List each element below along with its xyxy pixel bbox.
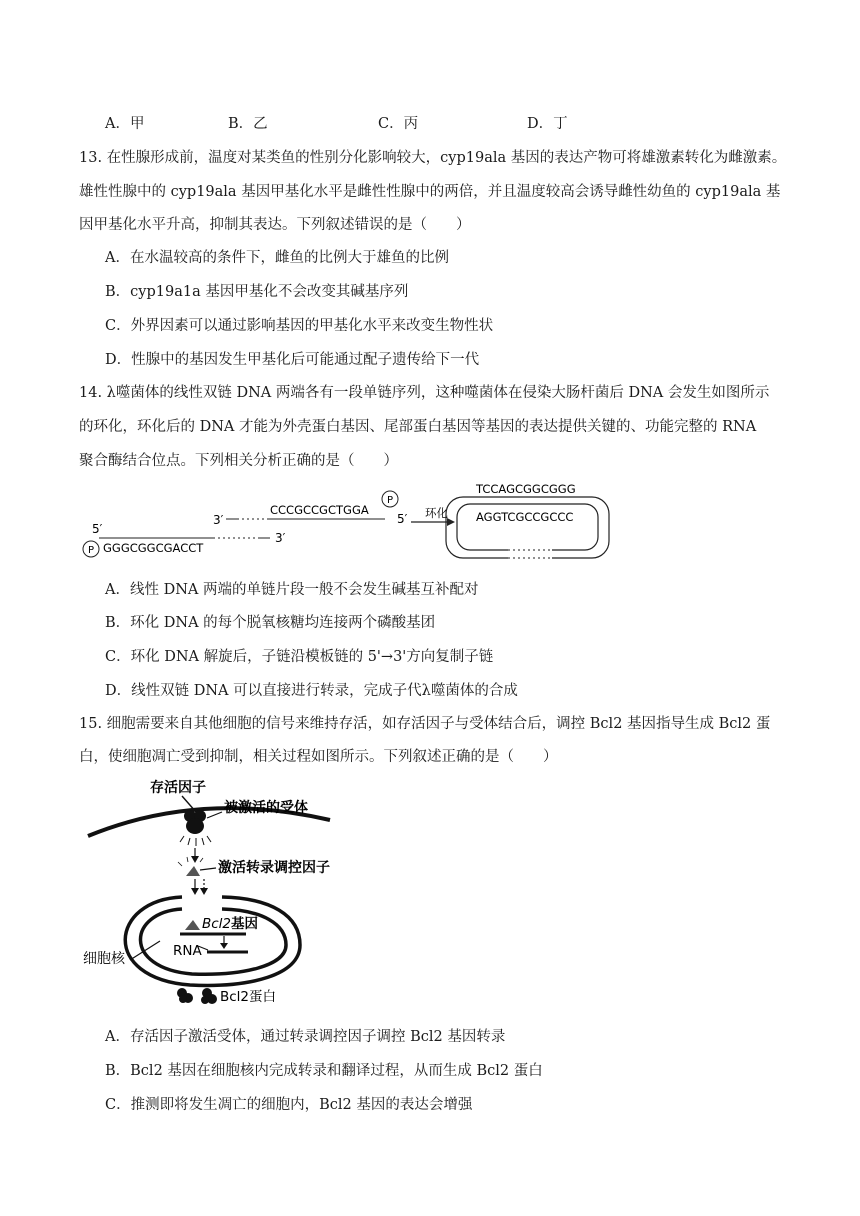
q14-option-a: A．线性 DNA 两端的单链片段一般不会发生碱基互补配对 xyxy=(105,582,479,598)
q13-option-d: D．性腺中的基因发生甲基化后可能通过配子遗传给下一代 xyxy=(105,352,480,368)
transcription-factor-label: 激活转录调控因子 xyxy=(218,860,330,876)
q15-stem-line-1: 15. 细胞需要来自其他细胞的信号来维持存活，如存活因子与受体结合后，调控 Bcl2 基因指导生成 Bcl2 蛋 xyxy=(79,716,771,732)
gene-italic: Bcl2 xyxy=(202,916,232,932)
q14-option-b: B．环化 DNA 的每个脱氧核糖均连接两个磷酸基团 xyxy=(105,615,436,631)
q12-option-a: A．甲 xyxy=(105,116,145,132)
label-3prime-top: 3′ xyxy=(213,513,224,527)
activated-receptor-shape xyxy=(180,810,211,846)
q13-option-a: A．在水温较高的条件下，雌鱼的比例大于雄鱼的比例 xyxy=(105,250,449,266)
nucleus-label: 细胞核 xyxy=(83,951,125,967)
ring-inner-seq: AGGTCGCCGCCC xyxy=(476,510,574,524)
gene-label xyxy=(202,915,259,932)
seq-top: CCCGCCGCTGGA xyxy=(270,503,369,517)
q14-option-c: C．环化 DNA 解旋后，子链沿模板链的 5'→3'方向复制子链 xyxy=(105,649,494,665)
q15-option-c: C．推测即将发生凋亡的细胞内，Bcl2 基因的表达会增强 xyxy=(105,1097,473,1113)
survival-factor-label: 存活因子 xyxy=(150,780,206,796)
protein-label: Bcl2蛋白 xyxy=(220,989,277,1005)
q13-stem-line-2: 雄性性腺中的 cyp19ala 基因甲基化水平是雌性性腺中的两倍，并且温度较高会诱导雌性幼鱼的 cyp19ala 基 xyxy=(79,184,781,200)
rna-label: RNA xyxy=(173,943,202,959)
gene-suffix: 基因 xyxy=(231,916,259,932)
label-5prime-right: 5′ xyxy=(397,512,408,526)
q14-option-d: D．线性双链 DNA 可以直接进行转录，完成子代λ噬菌体的合成 xyxy=(105,683,518,699)
q15-option-a: A．存活因子激活受体，通过转录调控因子调控 Bcl2 基因转录 xyxy=(105,1029,506,1045)
transcription-factor-shape xyxy=(186,866,200,876)
bcl2-protein-shapes xyxy=(177,988,217,1004)
q14-stem-line-1: 14. λ噬菌体的线性双链 DNA 两端各有一段单链序列，这种噬菌体在侵染大肠杆菌后 DNA 会发生如图所示 xyxy=(79,385,770,401)
q13-option-c: C．外界因素可以通过影响基因的甲基化水平来改变生物性状 xyxy=(105,318,494,334)
q14-stem-line-3: 聚合酶结合位点。下列相关分析正确的是（ ） xyxy=(79,453,398,469)
q12-option-d: D．丁 xyxy=(527,116,568,132)
q14-stem-line-2: 的环化，环化后的 DNA 才能为外壳蛋白基因、尾部蛋白基因等基因的表达提供关键的、功能完整的 RNA xyxy=(79,419,757,435)
arrow-label: 环化 xyxy=(425,506,448,520)
seq-bottom: GGGCGGCGACCT xyxy=(103,541,204,555)
q13-stem-line-3: 因甲基化水平升高，抑制其表达。下列叙述错误的是（ ） xyxy=(79,217,471,233)
q13-stem-line-1: 13. 在性腺形成前，温度对某类鱼的性别分化影响较大，cyp19ala 基因的表达产物可将雄激素转化为雌激素。 xyxy=(79,150,787,166)
label-3prime-bottom: 3′ xyxy=(275,531,286,545)
phosphate-label-left: P xyxy=(87,545,95,556)
q12-option-b: B．乙 xyxy=(228,116,268,132)
phosphate-label-right: P xyxy=(386,495,394,506)
ring-outer-seq: TCCAGCGGCGGG xyxy=(476,482,576,496)
nuclear-envelope-outer xyxy=(125,897,300,985)
activated-receptor-label: 被激活的受体 xyxy=(224,800,308,816)
q15-stem-line-2: 白，使细胞凋亡受到抑制，相关过程如图所示。下列叙述正确的是（ ） xyxy=(79,749,558,765)
q12-option-c: C．丙 xyxy=(378,116,419,132)
q15-option-b: B．Bcl2 基因在细胞核内完成转录和翻译过程，从而生成 Bcl2 蛋白 xyxy=(105,1063,543,1079)
label-5prime-left: 5′ xyxy=(92,522,103,536)
q13-option-b: B．cyp19a1a 基因甲基化不会改变其碱基序列 xyxy=(105,284,409,300)
